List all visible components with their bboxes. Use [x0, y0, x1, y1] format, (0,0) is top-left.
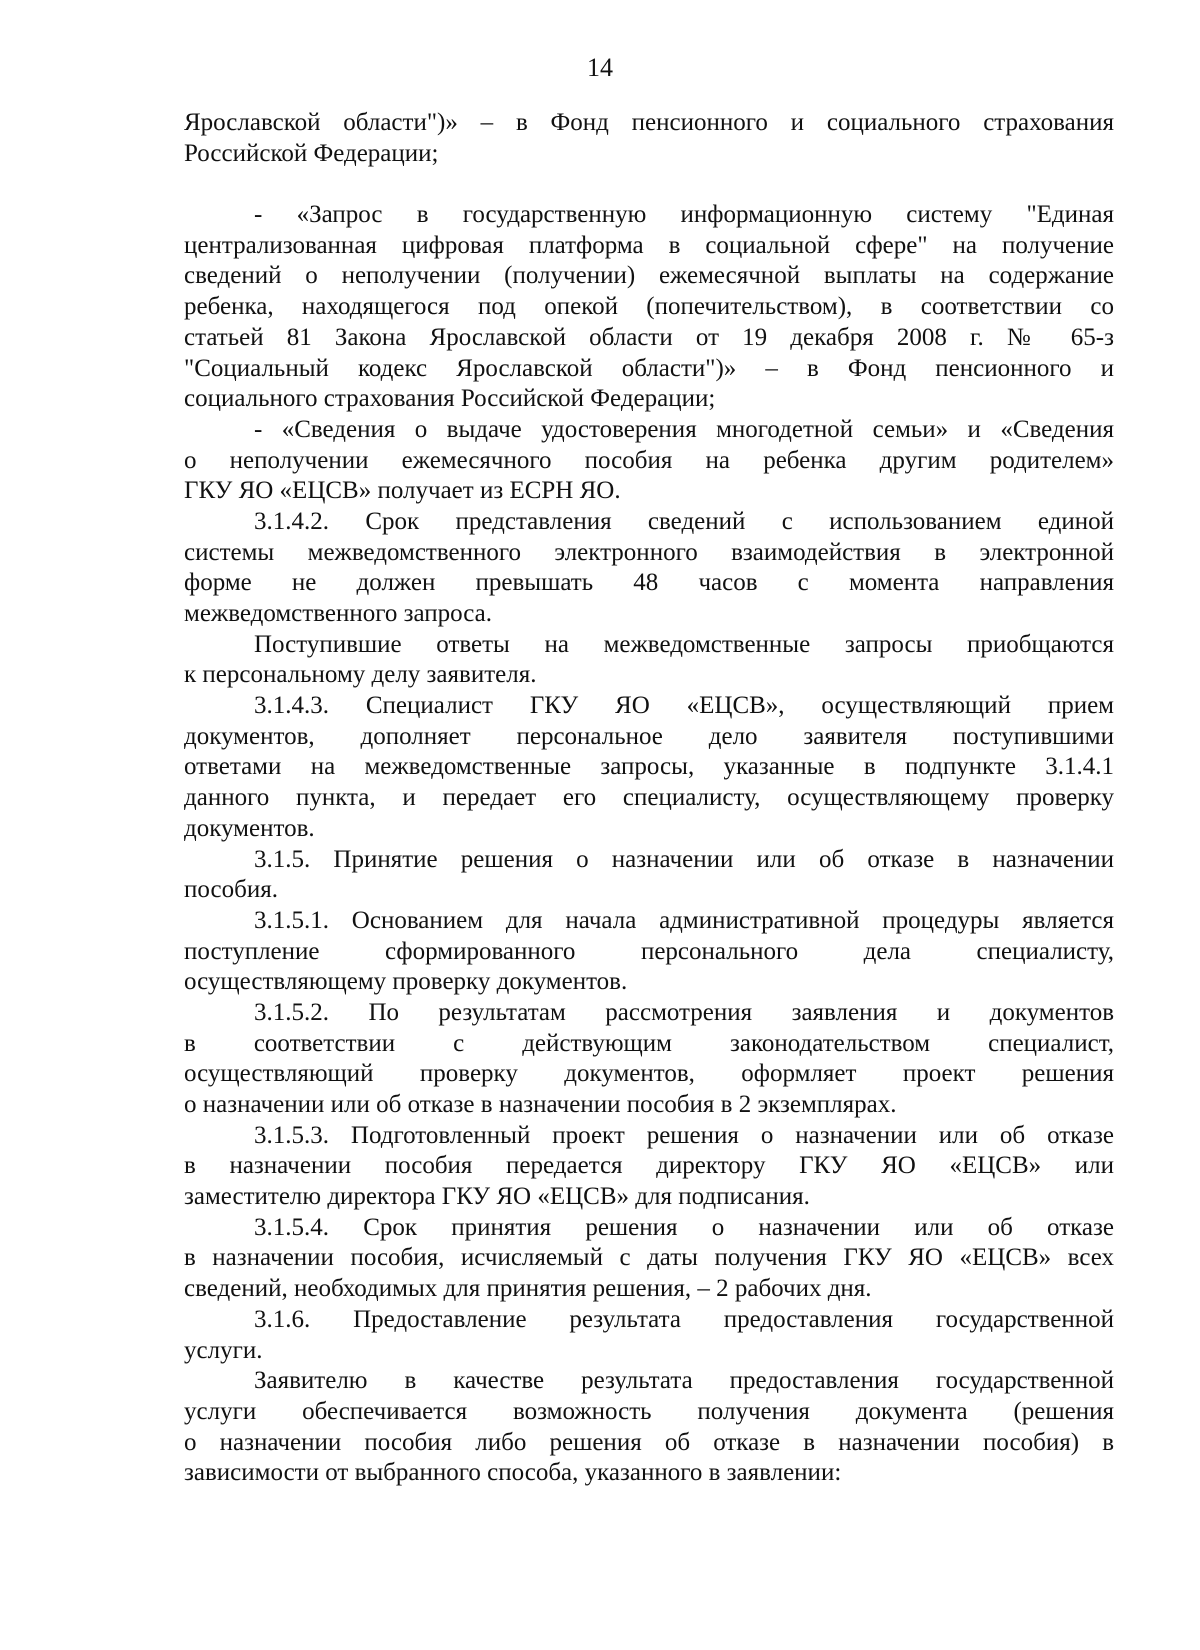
text-line: в назначении пособия, исчисляемый с даты получения ГКУ ЯО «ЕЦСВ» всех: [184, 1244, 1114, 1272]
text-line: 3.1.5.2. По результатам рассмотрения заявления и документов: [254, 998, 1114, 1026]
document-body: [184, 108, 1114, 1489]
text-line: форме не должен превышать 48 часов с момента направления: [184, 569, 1114, 597]
text-line: 3.1.6. Предоставление результата предоставления государственной: [254, 1305, 1114, 1333]
text-line: - «Запрос в государственную информационную систему "Единая: [254, 201, 1114, 229]
text-line: централизованная цифровая платформа в социальной сфере" на получение: [184, 231, 1114, 259]
text-line: о назначении или об отказе в назначении пособия в 2 экземплярах.: [184, 1091, 897, 1118]
text-line: 3.1.4.3. Специалист ГКУ ЯО «ЕЦСВ», осуществляющий прием: [254, 692, 1114, 720]
text-line: - «Сведения о выдаче удостоверения многодетной семьи» и «Сведения: [254, 415, 1114, 443]
paragraph: [184, 507, 1114, 630]
text-line: поступление сформированного персонального дела специалисту,: [184, 937, 1114, 965]
text-line: сведений о неполучении (получении) ежемесячной выплаты на содержание: [184, 262, 1114, 290]
text-line: 3.1.5.3. Подготовленный проект решения о назначении или об отказе: [254, 1121, 1114, 1149]
text-line: о неполучении ежемесячного пособия на ребенка другим родителем»: [184, 446, 1114, 474]
paragraph: [184, 200, 1114, 415]
text-line: услуги.: [184, 1336, 263, 1364]
paragraph: [184, 998, 1114, 1121]
text-line: ребенка, находящегося под опекой (попечительством), в соответствии со: [184, 293, 1114, 321]
text-line: документов, дополняет персональное дело заявителя поступившими: [184, 722, 1114, 750]
text-line: Поступившие ответы на межведомственные запросы приобщаются: [254, 630, 1114, 658]
text-line: документов.: [184, 814, 315, 842]
paragraph: [184, 630, 1114, 691]
text-line: заместителю директора ГКУ ЯО «ЕЦСВ» для подписания.: [184, 1183, 810, 1211]
text-line: 3.1.4.2. Срок представления сведений с использованием единой: [254, 507, 1114, 535]
text-line: 3.1.5.4. Срок принятия решения о назначении или об отказе: [254, 1213, 1114, 1241]
paragraph-gap: [184, 169, 1114, 200]
paragraph: [184, 906, 1114, 998]
text-line: осуществляющему проверку документов.: [184, 968, 628, 996]
text-line: системы межведомственного электронного взаимодействия в электронной: [184, 538, 1114, 566]
text-line: 3.1.5. Принятие решения о назначении или об отказе в назначении: [254, 845, 1114, 873]
text-line: пособия.: [184, 876, 278, 904]
paragraph: [184, 108, 1114, 169]
paragraph: [184, 845, 1114, 906]
text-line: в назначении пособия передается директору ГКУ ЯО «ЕЦСВ» или: [184, 1152, 1114, 1180]
paragraph: [184, 415, 1114, 507]
text-line: Заявителю в качестве результата предоставления государственной: [254, 1367, 1114, 1395]
text-line: осуществляющий проверку документов, оформляет проект решения: [184, 1060, 1114, 1088]
text-line: к персональному делу заявителя.: [184, 661, 537, 689]
text-line: о назначении пособия либо решения об отказе в назначении пособия) в: [184, 1428, 1114, 1456]
text-line: сведений, необходимых для принятия решения, – 2 рабочих дня.: [184, 1275, 872, 1303]
text-line: в соответствии с действующим законодательством специалист,: [184, 1029, 1114, 1057]
text-line: статьей 81 Закона Ярославской области от 19 декабря 2008 г. № 65-з: [184, 323, 1114, 351]
text-line: межведомственного запроса.: [184, 600, 492, 627]
paragraph: [184, 691, 1114, 844]
text-line: Ярославской области")» – в Фонд пенсионного и социального страхования: [184, 109, 1114, 136]
page-number: 14: [587, 53, 613, 82]
text-line: Российской Федерации;: [184, 139, 439, 167]
text-line: социального страхования Российской Федерации;: [184, 385, 716, 413]
paragraph: [184, 1305, 1114, 1366]
text-line: "Социальный кодекс Ярославской области")» – в Фонд пенсионного и: [184, 354, 1114, 382]
paragraph: [184, 1213, 1114, 1305]
text-line: зависимости от выбранного способа, указанного в заявлении:: [184, 1459, 842, 1487]
text-line: данного пункта, и передает его специалисту, осуществляющему проверку: [184, 784, 1114, 812]
paragraph: [184, 1366, 1114, 1489]
text-line: ответами на межведомственные запросы, указанные в подпункте 3.1.4.1: [184, 753, 1114, 781]
paragraph: [184, 1121, 1114, 1213]
text-line: 3.1.5.1. Основанием для начала административной процедуры является: [254, 906, 1114, 934]
text-line: ГКУ ЯО «ЕЦСВ» получает из ЕСРН ЯО.: [184, 477, 621, 505]
text-line: услуги обеспечивается возможность получения документа (решения: [184, 1397, 1114, 1425]
